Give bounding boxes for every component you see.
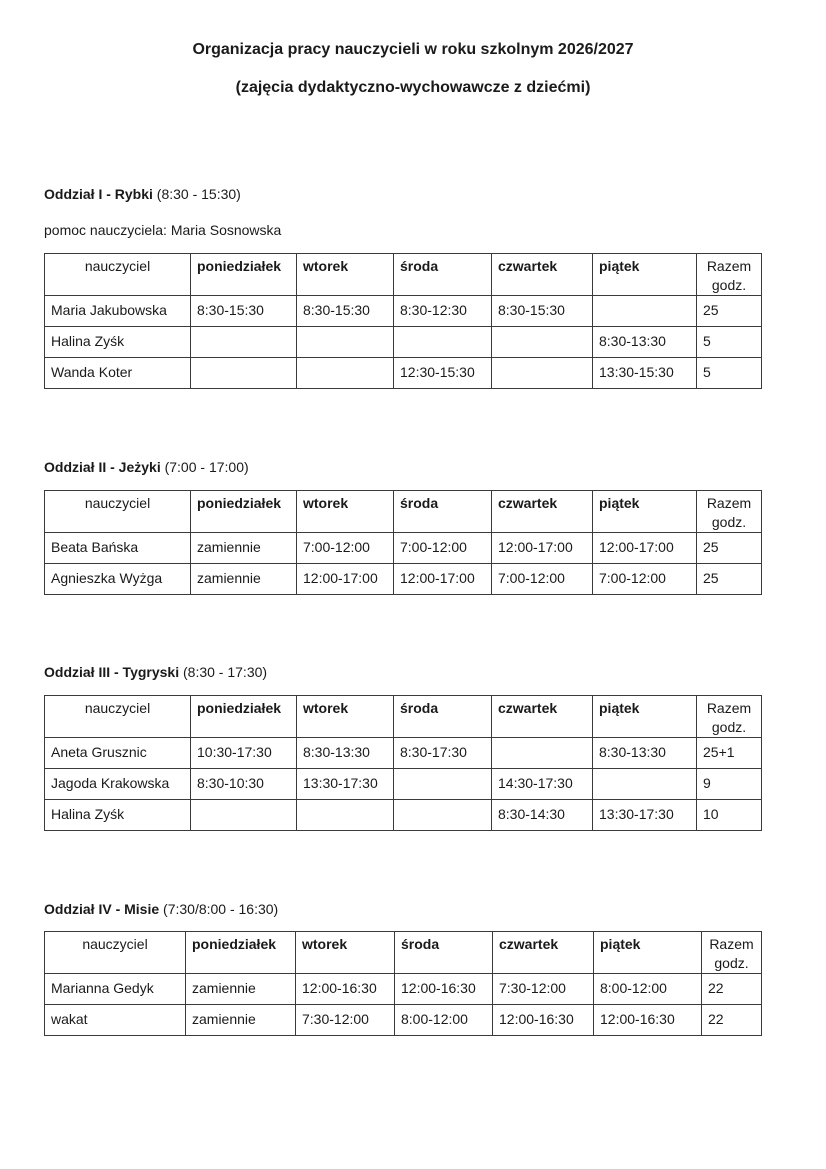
header-col-friday: piątek bbox=[594, 932, 702, 974]
schedule-table bbox=[44, 931, 762, 1036]
table-row bbox=[45, 327, 762, 358]
section-heading bbox=[44, 459, 249, 475]
cell-col-thursday bbox=[492, 327, 593, 358]
document-subtitle: (zajęcia dydaktyczno-wychowawcze z dziećmi) bbox=[235, 79, 591, 96]
header-col-teacher: nauczyciel bbox=[45, 254, 191, 296]
header-col-thursday: czwartek bbox=[493, 932, 594, 974]
cell-col-total: 22 bbox=[702, 974, 762, 1005]
cell-col-thursday: 8:30-15:30 bbox=[492, 296, 593, 327]
cell-col-monday: 8:30-15:30 bbox=[191, 296, 297, 327]
cell-col-tuesday: 12:00-17:00 bbox=[297, 564, 394, 595]
header-col-total: Razem godz. bbox=[697, 696, 762, 738]
section-hours: (8:30 - 15:30) bbox=[156, 186, 241, 202]
section-heading bbox=[44, 186, 241, 202]
cell-col-total: 10 bbox=[697, 800, 762, 831]
cell-col-thursday: 12:00-17:00 bbox=[492, 533, 593, 564]
header-col-monday: poniedziałek bbox=[191, 254, 297, 296]
section-hours: (8:30 - 17:30) bbox=[183, 664, 268, 680]
schedule-table bbox=[44, 253, 762, 389]
cell-col-friday: 12:00-17:00 bbox=[593, 533, 697, 564]
header-col-thursday: czwartek bbox=[492, 696, 593, 738]
header-col-tuesday: wtorek bbox=[296, 932, 395, 974]
section-heading bbox=[44, 901, 278, 917]
header-col-thursday: czwartek bbox=[492, 254, 593, 296]
cell-col-friday bbox=[593, 769, 697, 800]
cell-col-thursday: 8:30-14:30 bbox=[492, 800, 593, 831]
cell-col-wednesday: 8:30-12:30 bbox=[394, 296, 492, 327]
table-row bbox=[45, 738, 762, 769]
table-header-row bbox=[45, 696, 762, 738]
cell-col-monday bbox=[191, 358, 297, 389]
cell-col-tuesday bbox=[297, 327, 394, 358]
cell-col-total: 25 bbox=[697, 296, 762, 327]
cell-col-thursday: 7:00-12:00 bbox=[492, 564, 593, 595]
section-hours: (7:30/8:00 - 16:30) bbox=[163, 901, 279, 917]
table-row bbox=[45, 533, 762, 564]
schedule-table bbox=[44, 490, 762, 595]
header-col-wednesday: środa bbox=[394, 696, 492, 738]
cell-col-teacher: Agnieszka Wyżga bbox=[45, 564, 191, 595]
cell-col-tuesday: 12:00-16:30 bbox=[296, 974, 395, 1005]
schedule-table bbox=[44, 695, 762, 831]
cell-col-thursday: 7:30-12:00 bbox=[493, 974, 594, 1005]
table-row bbox=[45, 769, 762, 800]
header-col-tuesday: wtorek bbox=[297, 696, 394, 738]
table-header-row bbox=[45, 932, 762, 974]
cell-col-total: 5 bbox=[697, 327, 762, 358]
table-row bbox=[45, 358, 762, 389]
cell-col-wednesday bbox=[394, 769, 492, 800]
header-col-friday: piątek bbox=[593, 696, 697, 738]
table-header-row bbox=[45, 491, 762, 533]
table-row bbox=[45, 974, 762, 1005]
cell-col-wednesday: 12:30-15:30 bbox=[394, 358, 492, 389]
cell-col-monday bbox=[191, 327, 297, 358]
cell-col-wednesday: 12:00-16:30 bbox=[395, 974, 493, 1005]
table-row bbox=[45, 296, 762, 327]
table-row bbox=[45, 564, 762, 595]
cell-col-total: 25 bbox=[697, 564, 762, 595]
cell-col-monday: 10:30-17:30 bbox=[191, 738, 297, 769]
cell-col-wednesday bbox=[394, 327, 492, 358]
cell-col-friday: 13:30-15:30 bbox=[593, 358, 697, 389]
cell-col-tuesday: 13:30-17:30 bbox=[297, 769, 394, 800]
header-col-tuesday: wtorek bbox=[297, 491, 394, 533]
cell-col-teacher: Halina Zyśk bbox=[45, 800, 191, 831]
cell-col-teacher: wakat bbox=[45, 1005, 186, 1036]
cell-col-wednesday: 8:00-12:00 bbox=[395, 1005, 493, 1036]
cell-col-total: 5 bbox=[697, 358, 762, 389]
cell-col-tuesday: 8:30-15:30 bbox=[297, 296, 394, 327]
section-label: Oddział I - Rybki bbox=[44, 186, 153, 202]
header-col-monday: poniedziałek bbox=[191, 491, 297, 533]
table-header-row bbox=[45, 254, 762, 296]
cell-col-wednesday: 8:30-17:30 bbox=[394, 738, 492, 769]
header-col-total: Razem godz. bbox=[697, 491, 762, 533]
cell-col-teacher: Halina Zyśk bbox=[45, 327, 191, 358]
header-col-wednesday: środa bbox=[394, 491, 492, 533]
cell-col-wednesday: 12:00-17:00 bbox=[394, 564, 492, 595]
cell-col-monday: 8:30-10:30 bbox=[191, 769, 297, 800]
header-col-friday: piątek bbox=[593, 491, 697, 533]
cell-col-thursday: 14:30-17:30 bbox=[492, 769, 593, 800]
section-heading bbox=[44, 664, 267, 680]
header-col-teacher: nauczyciel bbox=[45, 491, 191, 533]
cell-col-total: 22 bbox=[702, 1005, 762, 1036]
header-col-teacher: nauczyciel bbox=[45, 696, 191, 738]
cell-col-thursday: 12:00-16:30 bbox=[493, 1005, 594, 1036]
section-label: Oddział III - Tygryski bbox=[44, 664, 180, 680]
cell-col-total: 25 bbox=[697, 533, 762, 564]
section-label: Oddział IV - Misie bbox=[44, 901, 160, 917]
cell-col-tuesday bbox=[297, 800, 394, 831]
cell-col-thursday bbox=[492, 358, 593, 389]
cell-col-friday: 13:30-17:30 bbox=[593, 800, 697, 831]
cell-col-teacher: Aneta Grusznic bbox=[45, 738, 191, 769]
section-hours: (7:00 - 17:00) bbox=[164, 459, 249, 475]
cell-col-tuesday: 7:00-12:00 bbox=[297, 533, 394, 564]
cell-col-thursday bbox=[492, 738, 593, 769]
header-col-wednesday: środa bbox=[395, 932, 493, 974]
teacher-assistant: pomoc nauczyciela: Maria Sosnowska bbox=[44, 222, 282, 238]
cell-col-total: 25+1 bbox=[697, 738, 762, 769]
cell-col-friday: 12:00-16:30 bbox=[594, 1005, 702, 1036]
cell-col-monday: zamiennie bbox=[191, 564, 297, 595]
header-col-friday: piątek bbox=[593, 254, 697, 296]
document-title: Organizacja pracy nauczycieli w roku szkolnym 2026/2027 bbox=[192, 41, 634, 58]
cell-col-tuesday bbox=[297, 358, 394, 389]
cell-col-tuesday: 8:30-13:30 bbox=[297, 738, 394, 769]
section-label: Oddział II - Jeżyki bbox=[44, 459, 161, 475]
cell-col-friday: 8:00-12:00 bbox=[594, 974, 702, 1005]
header-col-tuesday: wtorek bbox=[297, 254, 394, 296]
cell-col-teacher: Maria Jakubowska bbox=[45, 296, 191, 327]
cell-col-monday: zamiennie bbox=[186, 1005, 296, 1036]
cell-col-wednesday bbox=[394, 800, 492, 831]
cell-col-friday: 8:30-13:30 bbox=[593, 327, 697, 358]
header-col-total: Razem godz. bbox=[697, 254, 762, 296]
cell-col-teacher: Beata Bańska bbox=[45, 533, 191, 564]
cell-col-teacher: Jagoda Krakowska bbox=[45, 769, 191, 800]
cell-col-teacher: Marianna Gedyk bbox=[45, 974, 186, 1005]
cell-col-friday: 8:30-13:30 bbox=[593, 738, 697, 769]
header-col-monday: poniedziałek bbox=[191, 696, 297, 738]
table-row bbox=[45, 800, 762, 831]
table-row bbox=[45, 1005, 762, 1036]
cell-col-teacher: Wanda Koter bbox=[45, 358, 191, 389]
cell-col-friday: 7:00-12:00 bbox=[593, 564, 697, 595]
cell-col-monday bbox=[191, 800, 297, 831]
cell-col-total: 9 bbox=[697, 769, 762, 800]
header-col-thursday: czwartek bbox=[492, 491, 593, 533]
cell-col-tuesday: 7:30-12:00 bbox=[296, 1005, 395, 1036]
header-col-wednesday: środa bbox=[394, 254, 492, 296]
cell-col-monday: zamiennie bbox=[191, 533, 297, 564]
header-col-monday: poniedziałek bbox=[186, 932, 296, 974]
cell-col-friday bbox=[593, 296, 697, 327]
header-col-total: Razem godz. bbox=[702, 932, 762, 974]
cell-col-wednesday: 7:00-12:00 bbox=[394, 533, 492, 564]
cell-col-monday: zamiennie bbox=[186, 974, 296, 1005]
header-col-teacher: nauczyciel bbox=[45, 932, 186, 974]
